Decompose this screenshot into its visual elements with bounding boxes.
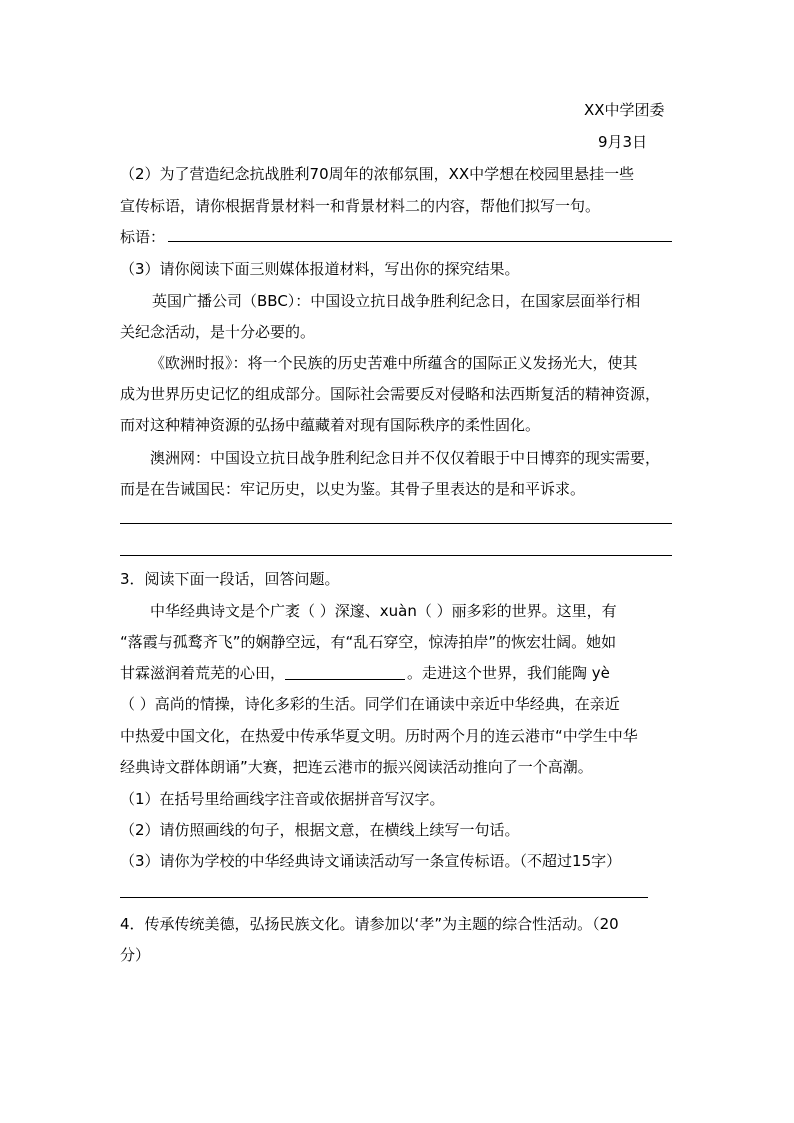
- section4-line-2: 分）: [120, 946, 151, 964]
- section3-para-line-3a: 甘霖滋润着荒芜的心田，: [120, 664, 286, 682]
- section3-subq-1: （1）在括号里给画线字注音或依据拼音写汉字。: [120, 790, 445, 808]
- q2-line-2: 宣传标语，请你根据背景材料一和背景材料二的内容，帮他们拟写一句。: [120, 197, 601, 215]
- section3-para-line-3: [120, 663, 610, 683]
- q2-slogan-answer-line[interactable]: [168, 241, 672, 242]
- section3-answer-line[interactable]: [120, 897, 648, 898]
- q3-bbc-line-2: 关纪念活动，是十分必要的。: [120, 323, 316, 341]
- q3-answer-line-1[interactable]: [120, 523, 672, 524]
- section3-para-line-6: 经典诗文群体朗诵”大赛，把连云港市的振兴阅读活动推向了一个高潮。: [120, 758, 593, 776]
- q3-au-line-1: 澳洲网：中国设立抗日战争胜利纪念日并不仅仅着眼于中日博弈的现实需要，: [150, 449, 661, 467]
- section3-para-line-4: （ ）高尚的情操，诗化多彩的生活。同学们在诵读中亲近中华经典，在亲近: [120, 695, 620, 713]
- q2-slogan-label: 标语：: [120, 228, 166, 246]
- section3-para-line-1: 中华经典诗文是个广袤（ ）深邃、xuàn（ ）丽多彩的世界。这里，有: [150, 602, 617, 620]
- q3-au-line-2: 而是在告诫国民：牢记历史，以史为鉴。其骨子里表达的是和平诉求。: [120, 480, 586, 498]
- signature-org: XX中学团委: [584, 101, 665, 119]
- q3-eu-line-2: 成为世界历史记忆的组成部分。国际社会需要反对侵略和法西斯复活的精神资源，: [120, 385, 661, 403]
- section3-para-line-3b: 。走进这个世界，我们能陶 yè: [407, 664, 610, 682]
- q3-answer-line-2[interactable]: [120, 555, 672, 556]
- q2-line-1: （2）为了营造纪念抗战胜利70周年的浓郁氛围，XX中学想在校园里悬挂一些: [120, 165, 635, 183]
- section3-para-line-5: 中热爱中国文化，在热爱中传承华夏文明。历时两个月的连云港市“中学生中华: [120, 727, 638, 745]
- section3-subq-3: （3）请你为学校的中华经典诗文诵读活动写一条宣传标语。（不超过15字）: [120, 852, 622, 870]
- q3-bbc-line-1: 英国广播公司（BBC）：中国设立抗日战争胜利纪念日，在国家层面举行相: [152, 292, 641, 310]
- section3-fill-blank[interactable]: [285, 663, 405, 680]
- section3-title: 3．阅读下面一段话，回答问题。: [120, 570, 340, 588]
- section3-para-line-2: “落霞与孤鹜齐飞”的娴静空远，有“乱石穿空，惊涛拍岸”的恢宏壮阔。她如: [120, 633, 617, 651]
- section3-subq-2: （2）请仿照画线的句子，根据文意，在横线上续写一句话。: [120, 821, 520, 839]
- q3-eu-line-3: 而对这种精神资源的弘扬中蕴藏着对现有国际秩序的柔性固化。: [120, 416, 541, 434]
- q3-prompt: （3）请你阅读下面三则媒体报道材料，写出你的探究结果。: [120, 260, 520, 278]
- q3-eu-line-1: 《欧洲时报》：将一个民族的历史苦难中所蕴含的国际正义发扬光大，使其: [150, 354, 638, 372]
- signature-date: 9月3日: [598, 133, 648, 151]
- section4-line-1: 4．传承传统美德，弘扬民族文化。请参加以‘孝”为主题的综合性活动。（20: [120, 915, 619, 933]
